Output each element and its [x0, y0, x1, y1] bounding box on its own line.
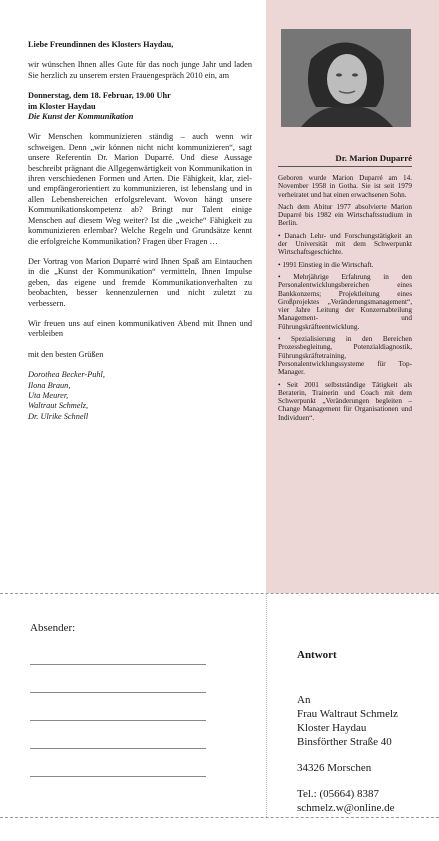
sender-line[interactable] — [30, 776, 206, 777]
signer: Dr. Ulrike Schnell — [28, 411, 89, 421]
closing: mit den besten Grüßen — [28, 349, 104, 359]
portrait-image — [281, 29, 411, 127]
bio-paragraph: • Spezialisierung in den Bereichen Prozessbegleitung, Potenzialdiagnostik, Führungskräftetraining, Personalentwicklungssysteme für Top-Manager. — [278, 335, 412, 377]
event-details — [28, 91, 252, 122]
signer: Uta Meurer, — [28, 390, 69, 400]
signer: Waltraut Schmelz, — [28, 401, 89, 411]
event-title: Die Kunst der Kommunikation — [28, 112, 134, 122]
address-line: Frau Waltraut Schmelz — [297, 708, 398, 720]
greeting: Liebe Freundinnen des Klosters Haydau, — [28, 40, 174, 49]
address-line: Binsförther Straße 40 — [297, 736, 392, 748]
sender-line[interactable] — [30, 748, 206, 749]
sender-line[interactable] — [30, 720, 206, 721]
speaker-bio — [278, 174, 412, 426]
recipient-address — [297, 693, 398, 815]
bio-paragraph: • Danach Lehr- und Forschungstätigkeit an der Universität mit dem Schwerpunkt Wirtschaftsgeschichte. — [278, 231, 412, 257]
bio-paragraph: • Seit 2001 selbstständige Tätigkeit als Beraterin, Trainerin und Coach mit dem Schwerpunkt „Veränderungen begleiten – Change Management für Organisationen und Individuen“. — [278, 380, 412, 422]
bio-paragraph: Nach dem Abitur 1977 absolvierte Marion Duparré bis 1982 ein Wirtschaftsstudium in Berlin. — [278, 202, 412, 228]
body-paragraph-2: Der Vortrag von Marion Duparré wird Ihnen Spaß am Eintauchen in die „Kunst der Kommunikation“ vermitteln, Ihnen Impulse geben, das eigene und fremde Kommunikationverhalten zu beobachten, besser kennenzulernen und nicht zuletzt zu verbessern. — [28, 256, 252, 308]
speaker-name: Dr. Marion Duparré — [278, 153, 412, 167]
answer-heading: Antwort — [297, 649, 337, 661]
body-paragraph-1: Wir Menschen kommunizieren ständig – auch wenn wir schweigen. Denn „wir können nicht nicht kommunizieren“, sagt unsere Referentin Dr. Marion Duparré. Und diese Aussage beschreibt prägnant die Allgegenwärtigkeit von Kommunikation in ihren verschiedenen Formen und Arten. Die Fähigkeit, klar, ziel- und empfängerorientiert zu kommunizieren, ist lebenslang und in allen Lebensbereichen erfolgsrelevant. Wovon hängt unsere Kommunikationskompetenz ab? Bringt nur Talent einige Menschen auf diesem Weg weiter? Ist die „weiche“ Fähigkeit zu kommunizieren erlernbar? Welche Regeln und Grundsätze kennt die erfolgreiche Kommunikation? Fragen über Fragen … — [28, 132, 252, 246]
address-line: Kloster Haydau — [297, 722, 367, 734]
body-paragraph-3: Wir freuen uns auf einen kommunikativen Abend mit Ihnen und verbleiben — [28, 318, 252, 339]
sender-label: Absender: — [30, 622, 76, 634]
sender-line[interactable] — [30, 692, 206, 693]
sender-line[interactable] — [30, 664, 206, 665]
bio-paragraph: Geboren wurde Marion Duparré am 14. November 1958 in Gotha. Sie ist seit 1979 verheiratet und hat einen erwachsenen Sohn. — [278, 174, 412, 199]
speaker-photo — [281, 29, 411, 127]
bio-paragraph: • Mehrjährige Erfahrung in den Personalentwicklungsbereichen eines Bankkonzerns; Projektleitung eines Großprojektes „Veränderungsmanagement“, vier Jahre Leitung der Konzernabteilung Management- und Führungskräfteentwicklung. — [278, 272, 412, 331]
address-city: 34326 Morschen — [297, 762, 372, 774]
fold-line-top — [0, 593, 439, 594]
event-place: im Kloster Haydau — [28, 101, 96, 111]
signer: Ilona Braun, — [28, 380, 71, 390]
email-address[interactable]: schmelz.w@online.de — [297, 802, 395, 814]
fold-line-bottom — [0, 817, 439, 818]
intro-paragraph: wir wünschen Ihnen alles Gute für das noch junge Jahr und laden Sie herzlich zu unserem ersten Frauengespräch 2010 ein, am — [28, 60, 252, 80]
event-date: Donnerstag, dem 18. Februar, 19.00 Uhr — [28, 91, 171, 101]
address-line: An — [297, 694, 311, 706]
phone-number: Tel.: (05664) 8387 — [297, 788, 380, 800]
reply-card-divider — [266, 593, 267, 817]
signers-list — [28, 370, 252, 422]
letter-body — [28, 40, 252, 422]
signer: Dorothea Becker-Puhl, — [28, 370, 105, 380]
bio-paragraph: • 1991 Einstieg in die Wirtschaft. — [278, 260, 374, 269]
